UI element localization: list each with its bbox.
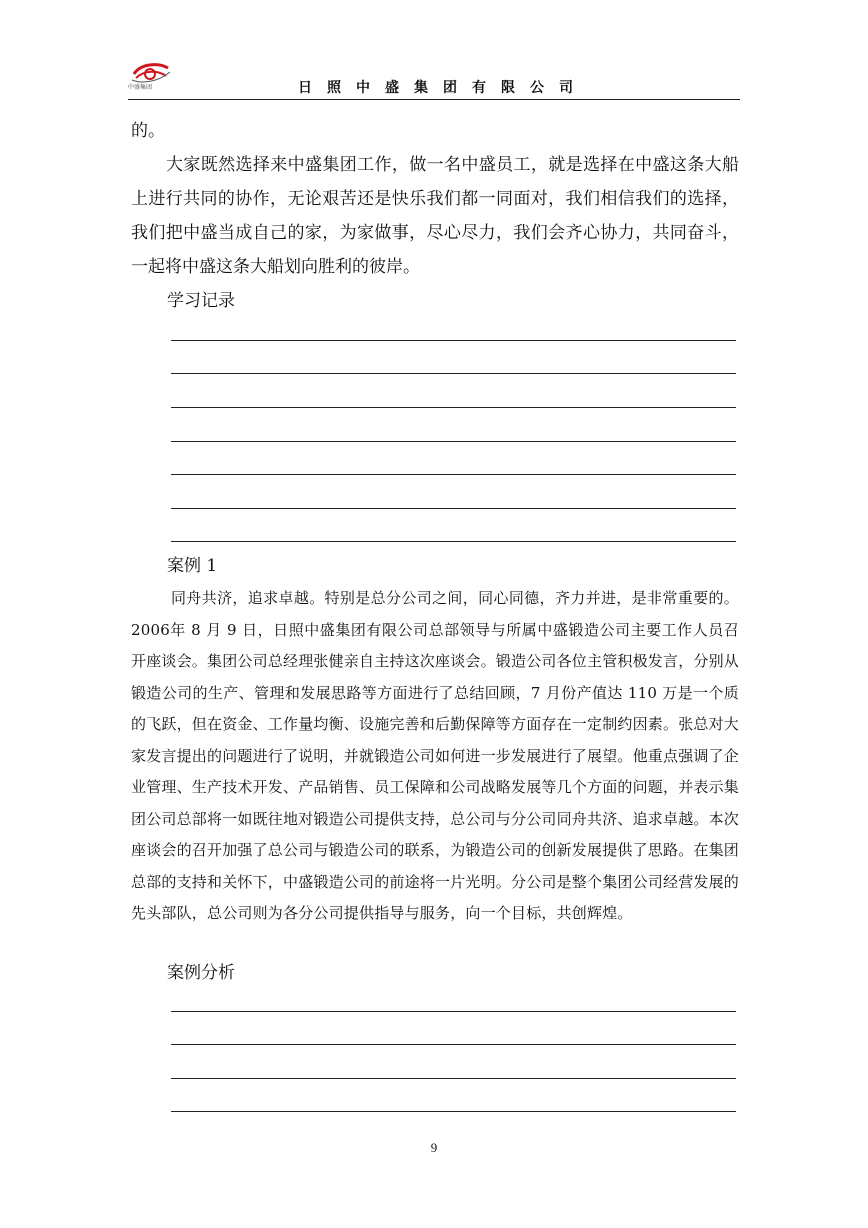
company-logo-icon <box>128 60 174 98</box>
writing-line <box>171 1111 736 1112</box>
page-header <box>128 60 740 102</box>
case-text: 同舟共济，追求卓越。特别是总分公司之间，同心同德，齐力并进，是非常重要的。2006年 8 月 9 日，日照中盛集团有限公司总部领导与所属中盛锻造公司主要工作人员召开座谈会。集团公司总经理张健亲自主持这次座谈会。锻造公司各位主管积极发言，分别从锻造公司的生产、管理和发展思路等方面进行了总结回顾，7 月份产值达 110 万是一个质的飞跃，但在资金、工作量均衡、设施完善和后勤保障等方面存在一定制约因素。张总对大家发言提出的问题进行了说明，并就锻造公司如何进一步发展进行了展望。他重点强调了企业管理、生产技术开发、产品销售、员工保障和公司战略发展等几个方面的问题，并表示集团公司总部将一如既往地对锻造公司提供支持，总公司与分公司同舟共济、追求卓越。本次座谈会的召开加强了总公司与锻造公司的联系，为锻造公司的创新发展提供了思路。在集团总部的支持和关怀下，中盛锻造公司的前途将一片光明。分公司是整个集团公司经营发展的先头部队，总公司则为各分公司提供指导与服务，向一个目标，共创辉煌。 <box>131 589 740 922</box>
case-heading: 案例 1 <box>167 556 218 576</box>
writing-line <box>171 474 736 475</box>
page-number: 9 <box>430 1140 438 1155</box>
case-analysis-heading: 案例分析 <box>167 963 235 983</box>
writing-line <box>171 541 736 542</box>
paragraph-continuation: 的。 <box>131 121 165 141</box>
paragraph-main: 大家既然选择来中盛集团工作，做一名中盛员工，就是选择在中盛这条大船上进行共同的协作，无论艰苦还是快乐我们都一同面对，我们相信我们的选择，我们把中盛当成自己的家，为家做事，尽心尽力，我们会齐心协力，共同奋斗，一起将中盛这条大船划向胜利的彼岸。 <box>131 155 739 277</box>
writing-line <box>171 373 736 374</box>
logo-caption: 中盛集团 <box>128 84 153 91</box>
writing-line <box>171 1078 736 1079</box>
company-name: 日照中盛集团有限公司 <box>298 80 588 96</box>
writing-line <box>171 1044 736 1045</box>
writing-line <box>171 340 736 341</box>
writing-line <box>171 508 736 509</box>
writing-line <box>171 1011 736 1012</box>
writing-line <box>171 407 736 408</box>
writing-line <box>171 441 736 442</box>
study-record-heading: 学习记录 <box>167 291 235 311</box>
header-divider <box>128 99 740 100</box>
